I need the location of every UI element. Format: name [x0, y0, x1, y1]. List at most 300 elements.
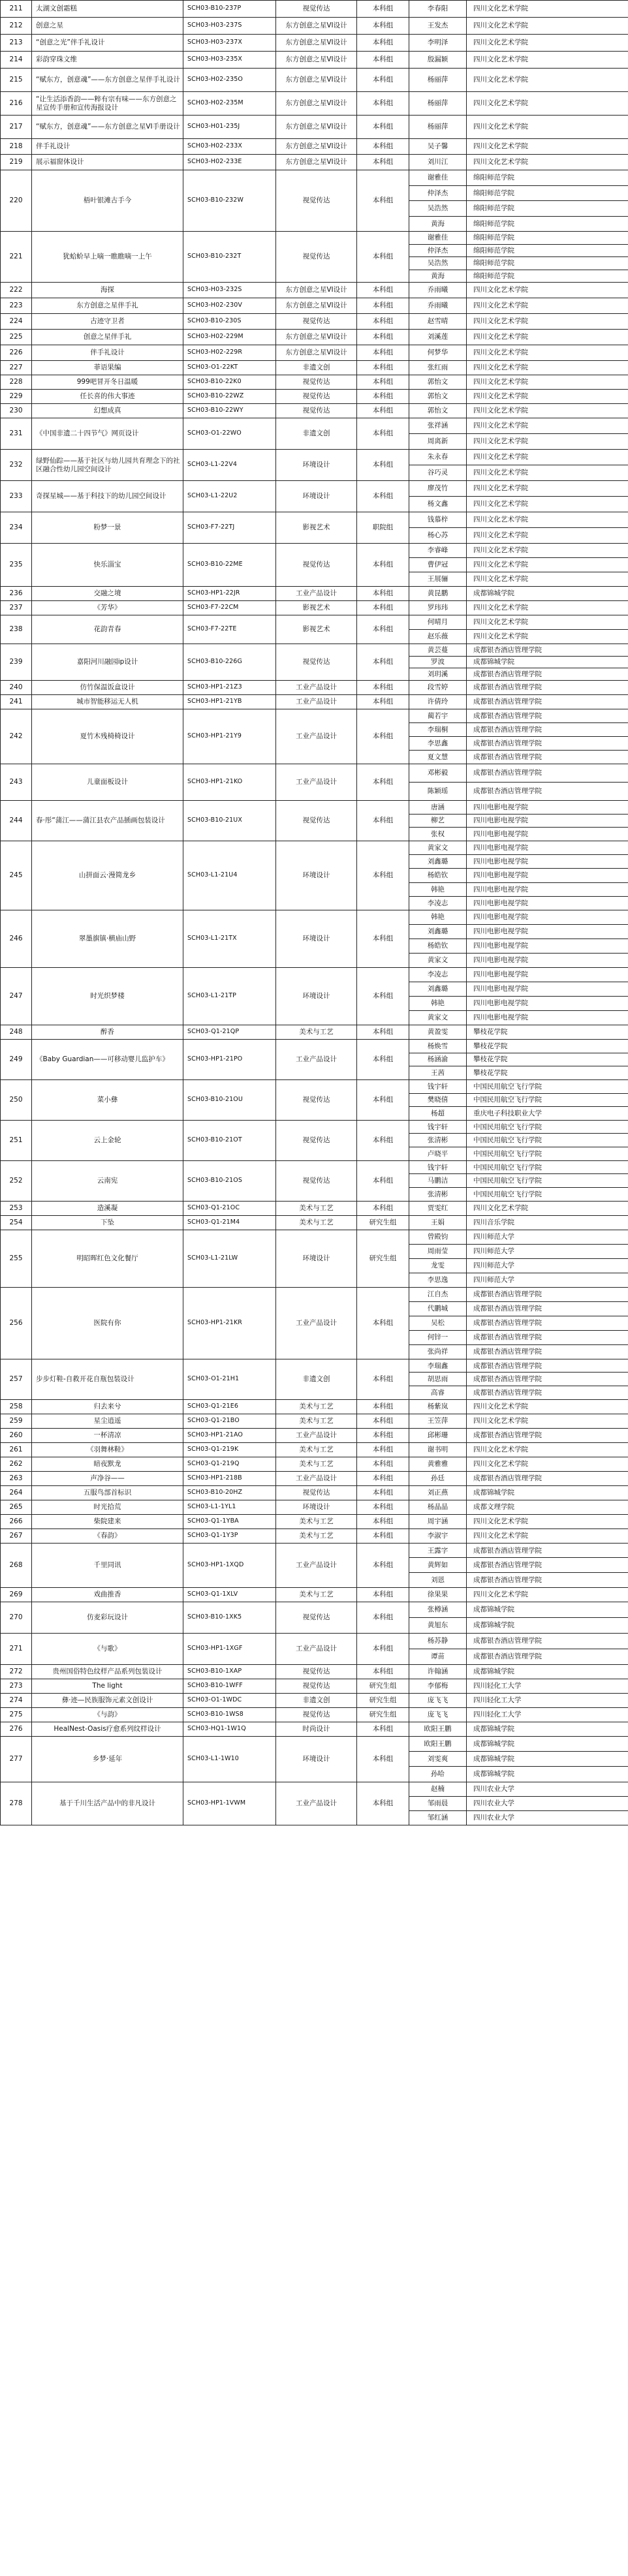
work-category: 美术与工艺 — [276, 1457, 357, 1471]
table-row — [1, 1039, 628, 1053]
member-name: 王娟 — [409, 1215, 467, 1230]
work-code: SCH03-O1-1WDC — [183, 1693, 276, 1707]
school-name: 绵阳师范学院 — [467, 232, 628, 245]
school-name: 成都银杏酒店管理学院 — [467, 1649, 628, 1664]
member-name: 李凌志 — [409, 896, 467, 910]
work-category: 工业产品设计 — [276, 1782, 357, 1825]
entry-number: 246 — [1, 910, 32, 967]
school-name: 成都银杏酒店管理学院 — [467, 1301, 628, 1316]
group-level: 本科组 — [357, 35, 409, 52]
member-name: 钱宇轩 — [409, 1079, 467, 1093]
member-name: 孙廷 — [409, 1471, 467, 1485]
group-level: 本科组 — [357, 139, 409, 155]
school-name: 四川文化艺术学院 — [467, 345, 628, 361]
work-title: 伴手礼设计 — [32, 139, 183, 155]
work-title: 春·彤“蒲江——蒲江县农产品插画包装设计 — [32, 800, 183, 841]
table-row — [1, 390, 628, 404]
table-row — [1, 680, 628, 694]
member-name: 杨文鑫 — [409, 497, 467, 512]
work-title: “创意之光”伴手礼设计 — [32, 35, 183, 52]
entry-number: 240 — [1, 680, 32, 694]
table-row — [1, 1707, 628, 1722]
work-code: SCH03-B10-1WFF — [183, 1679, 276, 1693]
work-code: SCH03-HP1-21KO — [183, 764, 276, 800]
member-name: 杨苏静 — [409, 1633, 467, 1649]
school-name: 四川轻化工大学 — [467, 1679, 628, 1693]
member-name: 刘雯爽 — [409, 1752, 467, 1767]
entry-number: 267 — [1, 1529, 32, 1543]
work-category: 非遗文创 — [276, 361, 357, 375]
entry-number: 238 — [1, 615, 32, 644]
work-category: 东方创意之星VI设计 — [276, 18, 357, 35]
entry-number: 235 — [1, 544, 32, 587]
member-name: 龙雯 — [409, 1258, 467, 1273]
member-name: 樊晓僖 — [409, 1093, 467, 1107]
work-code: SCH03-B10-21OU — [183, 1079, 276, 1120]
table-row — [1, 1679, 628, 1693]
entry-number: 228 — [1, 375, 32, 390]
member-name: 胡思雨 — [409, 1373, 467, 1386]
member-name: 曹伊冠 — [409, 558, 467, 572]
work-title: 儿童面板设计 — [32, 764, 183, 800]
group-level: 本科组 — [357, 1079, 409, 1120]
group-level: 本科组 — [357, 481, 409, 512]
school-name: 四川电影电视学院 — [467, 924, 628, 939]
work-category: 视觉传达 — [276, 1485, 357, 1500]
work-code: SCH03-L1-21TP — [183, 967, 276, 1025]
table-row — [1, 283, 628, 298]
school-name: 四川文化艺术学院 — [467, 404, 628, 418]
entry-number: 242 — [1, 709, 32, 764]
table-row — [1, 314, 628, 330]
work-code: SCH03-HP1-1VWM — [183, 1782, 276, 1825]
work-code: SCH03-B10-232W — [183, 170, 276, 232]
work-title: 绿野仙踪——基于社区与幼儿园共育理念下的社区融合性幼儿园空间设计 — [32, 450, 183, 481]
work-code: SCH03-B10-232T — [183, 232, 276, 283]
group-level: 本科组 — [357, 1399, 409, 1414]
work-category: 视觉传达 — [276, 644, 357, 681]
table-row — [1, 92, 628, 116]
table-row — [1, 1782, 628, 1796]
member-name: 张清彬 — [409, 1188, 467, 1202]
member-name: 刘川江 — [409, 155, 467, 170]
work-code: SCH03-L1-1W10 — [183, 1736, 276, 1782]
member-name: 庞飞飞 — [409, 1693, 467, 1707]
entry-number: 226 — [1, 345, 32, 361]
entry-number: 232 — [1, 450, 32, 481]
group-level: 本科组 — [357, 390, 409, 404]
work-code: SCH03-Q1-21OC — [183, 1201, 276, 1215]
work-category: 工业产品设计 — [276, 1039, 357, 1079]
member-name: 乔雨曦 — [409, 283, 467, 298]
entry-number: 264 — [1, 1485, 32, 1500]
group-level: 本科组 — [357, 709, 409, 764]
work-title: 贵州国俗特色纹样产品系列包装设计 — [32, 1664, 183, 1679]
work-category: 视觉传达 — [276, 1679, 357, 1693]
work-title: 菲语果编 — [32, 361, 183, 375]
table-row — [1, 1543, 628, 1558]
member-name: 徐果果 — [409, 1587, 467, 1602]
member-name: 唐涵 — [409, 800, 467, 814]
group-level: 本科组 — [357, 1514, 409, 1529]
work-category: 美术与工艺 — [276, 1201, 357, 1215]
work-category: 美术与工艺 — [276, 1587, 357, 1602]
work-code: SCH03-HQ1-1W1Q — [183, 1722, 276, 1736]
work-title: 下坠 — [32, 1215, 183, 1230]
member-name: 何梦华 — [409, 345, 467, 361]
table-row — [1, 1442, 628, 1457]
group-level: 研究生组 — [357, 1693, 409, 1707]
work-title: 梧叶银滩古手今 — [32, 170, 183, 232]
work-code: SCH03-B10-1XK5 — [183, 1602, 276, 1633]
member-name: 王发杰 — [409, 18, 467, 35]
work-title: 太湖文创霜糕 — [32, 1, 183, 18]
table-row — [1, 1201, 628, 1215]
work-category: 视觉传达 — [276, 1707, 357, 1722]
work-code: SCH03-HP1-21AO — [183, 1428, 276, 1442]
work-code: SCH03-O1-22KT — [183, 361, 276, 375]
member-name: 殷漏颖 — [409, 52, 467, 69]
work-title: 夏竹木残椅椅设计 — [32, 709, 183, 764]
group-level: 本科组 — [357, 1543, 409, 1587]
school-name: 中国民用航空飞行学院 — [467, 1120, 628, 1134]
table-row — [1, 709, 628, 722]
school-name: 成都银杏酒店管理学院 — [467, 750, 628, 764]
school-name: 四川农业大学 — [467, 1796, 628, 1810]
entry-number: 245 — [1, 841, 32, 910]
member-name: 周离新 — [409, 434, 467, 450]
group-level: 研究生组 — [357, 1707, 409, 1722]
work-code: SCH03-B10-230S — [183, 314, 276, 330]
work-code: SCH03-B10-1WS8 — [183, 1707, 276, 1722]
school-name: 四川电影电视学院 — [467, 828, 628, 841]
group-level: 本科组 — [357, 18, 409, 35]
member-name: 吴松 — [409, 1316, 467, 1330]
work-category: 环境设计 — [276, 1230, 357, 1287]
entry-number: 234 — [1, 512, 32, 544]
school-name: 四川电影电视学院 — [467, 1010, 628, 1025]
work-title: 城市智能移运无人机 — [32, 694, 183, 709]
work-title: 千里同讯 — [32, 1543, 183, 1587]
table-row — [1, 155, 628, 170]
group-level: 研究生组 — [357, 1679, 409, 1693]
group-level: 本科组 — [357, 170, 409, 232]
table-row — [1, 1287, 628, 1301]
work-category: 工业产品设计 — [276, 1428, 357, 1442]
member-name: 杨涵渝 — [409, 1053, 467, 1066]
table-row — [1, 375, 628, 390]
school-name: 成都锦城学院 — [467, 1752, 628, 1767]
school-name: 绵阳师范学院 — [467, 270, 628, 283]
entry-number: 276 — [1, 1722, 32, 1736]
school-name: 四川文化艺术学院 — [467, 375, 628, 390]
work-category: 环境设计 — [276, 841, 357, 910]
member-name: 赵雪晴 — [409, 314, 467, 330]
group-level: 本科组 — [357, 1428, 409, 1442]
school-name: 四川师范大学 — [467, 1230, 628, 1244]
work-code: SCH03-HP1-21KR — [183, 1287, 276, 1359]
school-name: 四川电影电视学院 — [467, 939, 628, 953]
group-level: 本科组 — [357, 764, 409, 800]
group-level: 本科组 — [357, 330, 409, 345]
member-name: 杨晶晶 — [409, 1500, 467, 1514]
member-name: 刘鑫璐 — [409, 855, 467, 869]
school-name: 四川文化艺术学院 — [467, 1529, 628, 1543]
work-title: 幻想成真 — [32, 404, 183, 418]
table-row — [1, 18, 628, 35]
work-title: 基于千川生活产品中的非凡设计 — [32, 1782, 183, 1825]
member-name: 杨焕雪 — [409, 1039, 467, 1053]
group-level: 研究生组 — [357, 1215, 409, 1230]
work-title: The light — [32, 1679, 183, 1693]
member-name: 李瑞桐 — [409, 722, 467, 736]
member-name: 韩艳 — [409, 882, 467, 896]
table-row — [1, 69, 628, 92]
work-code: SCH03-Q1-1XLV — [183, 1587, 276, 1602]
work-category: 东方创意之星VI设计 — [276, 155, 357, 170]
work-title: 彩韵穿珠文维 — [32, 52, 183, 69]
member-name: 郭怡文 — [409, 390, 467, 404]
work-title: 999吧冒开冬日温暖 — [32, 375, 183, 390]
school-name: 成都银杏酒店管理学院 — [467, 1386, 628, 1400]
table-row — [1, 512, 628, 528]
entry-number: 269 — [1, 1587, 32, 1602]
group-level: 本科组 — [357, 283, 409, 298]
member-name: 杨丽萍 — [409, 69, 467, 92]
entry-number: 218 — [1, 139, 32, 155]
work-code: SCH03-H01-235J — [183, 116, 276, 139]
work-code: SCH03-L1-22U2 — [183, 481, 276, 512]
school-name: 成都银杏酒店管理学院 — [467, 1344, 628, 1359]
group-level: 本科组 — [357, 1529, 409, 1543]
table-row — [1, 1215, 628, 1230]
entry-number: 227 — [1, 361, 32, 375]
table-row — [1, 1587, 628, 1602]
work-category: 美术与工艺 — [276, 1414, 357, 1428]
school-name: 四川音乐学院 — [467, 1215, 628, 1230]
work-code: SCH03-B10-21OT — [183, 1120, 276, 1160]
table-row — [1, 418, 628, 434]
work-code: SCH03-B10-22WY — [183, 404, 276, 418]
work-code: SCH03-Q1-21QP — [183, 1025, 276, 1039]
work-title: 暗夜默龙 — [32, 1457, 183, 1471]
entry-number: 263 — [1, 1471, 32, 1485]
work-title: 医院有你 — [32, 1287, 183, 1359]
school-name: 四川文化艺术学院 — [467, 1587, 628, 1602]
group-level: 本科组 — [357, 298, 409, 314]
work-code: SCH03-H02-233E — [183, 155, 276, 170]
work-title: 《与歌》 — [32, 1633, 183, 1664]
table-row — [1, 910, 628, 924]
work-code: SCH03-F7-22TE — [183, 615, 276, 644]
school-name: 绵阳师范学院 — [467, 244, 628, 257]
table-row — [1, 615, 628, 630]
member-name: 柳艺 — [409, 814, 467, 828]
work-category: 美术与工艺 — [276, 1215, 357, 1230]
work-code: SCH03-H02-230V — [183, 298, 276, 314]
member-name: 邹雨晨 — [409, 1796, 467, 1810]
work-category: 环境设计 — [276, 1736, 357, 1782]
school-name: 四川文化艺术学院 — [467, 1201, 628, 1215]
group-level: 本科组 — [357, 1201, 409, 1215]
group-level: 本科组 — [357, 1471, 409, 1485]
entry-number: 255 — [1, 1230, 32, 1287]
school-name: 四川电影电视学院 — [467, 855, 628, 869]
table-row — [1, 1529, 628, 1543]
school-name: 中国民用航空飞行学院 — [467, 1174, 628, 1188]
work-code: SCH03-HP1-1XQD — [183, 1543, 276, 1587]
work-category: 美术与工艺 — [276, 1514, 357, 1529]
school-name: 四川电影电视学院 — [467, 910, 628, 924]
work-category: 视觉传达 — [276, 1, 357, 18]
school-name: 成都银杏酒店管理学院 — [467, 782, 628, 800]
work-code: SCH03-B10-237P — [183, 1, 276, 18]
group-level: 本科组 — [357, 69, 409, 92]
member-name: 杨丽萍 — [409, 116, 467, 139]
work-category: 工业产品设计 — [276, 764, 357, 800]
work-title: 声净谷—— — [32, 1471, 183, 1485]
work-category: 环境设计 — [276, 910, 357, 967]
school-name: 四川文化艺术学院 — [467, 1457, 628, 1471]
entry-number: 278 — [1, 1782, 32, 1825]
work-title: 柴院建来 — [32, 1514, 183, 1529]
entry-number: 224 — [1, 314, 32, 330]
entry-number: 257 — [1, 1359, 32, 1399]
member-name: 何晴月 — [409, 615, 467, 630]
table-row — [1, 1457, 628, 1471]
member-name: 刘鑫璐 — [409, 924, 467, 939]
member-name: 黄盈雯 — [409, 1025, 467, 1039]
group-level: 本科组 — [357, 116, 409, 139]
school-name: 四川文化艺术学院 — [467, 465, 628, 481]
member-name: 马鹏洁 — [409, 1174, 467, 1188]
school-name: 成都银杏酒店管理学院 — [467, 1373, 628, 1386]
work-category: 环境设计 — [276, 967, 357, 1025]
table-row — [1, 1, 628, 18]
school-name: 成都银杏酒店管理学院 — [467, 694, 628, 709]
entry-number: 229 — [1, 390, 32, 404]
member-name: 李瑞鑫 — [409, 1359, 467, 1373]
school-name: 成都银杏酒店管理学院 — [467, 1543, 628, 1558]
work-code: SCH03-Q1-21E6 — [183, 1399, 276, 1414]
work-code: SCH03-HP1-22JR — [183, 587, 276, 601]
member-name: 罗玮玮 — [409, 601, 467, 615]
group-level: 本科组 — [357, 587, 409, 601]
member-name: 谭苗 — [409, 1649, 467, 1664]
entry-number: 271 — [1, 1633, 32, 1664]
member-name: 蔺若宇 — [409, 709, 467, 722]
entry-number: 230 — [1, 404, 32, 418]
entry-number: 251 — [1, 1120, 32, 1160]
table-row — [1, 232, 628, 245]
work-category: 影视艺术 — [276, 601, 357, 615]
member-name: 江自杰 — [409, 1287, 467, 1301]
work-category: 东方创意之星VI设计 — [276, 52, 357, 69]
school-name: 成都银杏酒店管理学院 — [467, 1558, 628, 1573]
member-name: 李凌志 — [409, 967, 467, 982]
work-category: 东方创意之星VI设计 — [276, 116, 357, 139]
work-category: 视觉传达 — [276, 1664, 357, 1679]
school-name: 四川轻化工大学 — [467, 1707, 628, 1722]
work-category: 东方创意之星VI设计 — [276, 345, 357, 361]
school-name: 四川文化艺术学院 — [467, 298, 628, 314]
table-row — [1, 800, 628, 814]
member-name: 李明泽 — [409, 35, 467, 52]
school-name: 成都锦城学院 — [467, 1664, 628, 1679]
table-row — [1, 1736, 628, 1751]
work-title: 时光织梦楼 — [32, 967, 183, 1025]
work-category: 视觉传达 — [276, 1120, 357, 1160]
work-title: 云上金轮 — [32, 1120, 183, 1160]
work-category: 视觉传达 — [276, 375, 357, 390]
work-category: 工业产品设计 — [276, 1471, 357, 1485]
member-name: 黄辉如 — [409, 1558, 467, 1573]
school-name: 四川文化艺术学院 — [467, 630, 628, 644]
school-name: 四川电影电视学院 — [467, 869, 628, 882]
school-name: 四川师范大学 — [467, 1244, 628, 1258]
school-name: 四川文化艺术学院 — [467, 390, 628, 404]
member-name: 刘鑫璐 — [409, 982, 467, 996]
work-title: 造溪凝 — [32, 1201, 183, 1215]
group-level: 本科组 — [357, 1587, 409, 1602]
work-title: 粉梦一景 — [32, 512, 183, 544]
work-category: 东方创意之星VI设计 — [276, 69, 357, 92]
work-category: 视觉传达 — [276, 390, 357, 404]
entry-number: 220 — [1, 170, 32, 232]
member-name: 庞飞飞 — [409, 1707, 467, 1722]
member-name: 李淑宇 — [409, 1529, 467, 1543]
work-code: SCH03-H02-235M — [183, 92, 276, 116]
work-category: 影视艺术 — [276, 512, 357, 544]
work-code: SCH03-Q1-21BO — [183, 1414, 276, 1428]
school-name: 成都银杏酒店管理学院 — [467, 1330, 628, 1344]
work-title: 醉香 — [32, 1025, 183, 1039]
work-title: 犹蛤蚧早上嘀一瞧瞧嘀一上午 — [32, 232, 183, 283]
work-title: 创意之星伴手礼 — [32, 330, 183, 345]
entry-number: 223 — [1, 298, 32, 314]
school-name: 绵阳师范学院 — [467, 170, 628, 186]
group-level: 本科组 — [357, 1664, 409, 1679]
entry-number: 221 — [1, 232, 32, 283]
entry-number: 222 — [1, 283, 32, 298]
work-category: 非遗文创 — [276, 1359, 357, 1399]
member-name: 钱宇轩 — [409, 1160, 467, 1174]
work-code: SCH03-Q1-219K — [183, 1442, 276, 1457]
school-name: 四川文化艺术学院 — [467, 418, 628, 434]
table-row — [1, 330, 628, 345]
work-category: 东方创意之星VI设计 — [276, 298, 357, 314]
entry-number: 266 — [1, 1514, 32, 1529]
school-name: 中国民用航空飞行学院 — [467, 1093, 628, 1107]
school-name: 成都银杏酒店管理学院 — [467, 1573, 628, 1588]
work-category: 环境设计 — [276, 1500, 357, 1514]
table-row — [1, 1664, 628, 1679]
member-name: 曾殿钧 — [409, 1230, 467, 1244]
work-category: 东方创意之星VI设计 — [276, 330, 357, 345]
entry-number: 253 — [1, 1201, 32, 1215]
table-row — [1, 481, 628, 497]
group-level: 本科组 — [357, 1500, 409, 1514]
school-name: 四川文化艺术学院 — [467, 512, 628, 528]
school-name: 成都银杏酒店管理学院 — [467, 1633, 628, 1649]
member-name: 周雨莹 — [409, 1244, 467, 1258]
member-name: 仲泽杰 — [409, 244, 467, 257]
school-name: 绵阳师范学院 — [467, 257, 628, 270]
table-row — [1, 404, 628, 418]
group-level: 本科组 — [357, 910, 409, 967]
work-category: 东方创意之星VI设计 — [276, 139, 357, 155]
work-title: 《春韵》 — [32, 1529, 183, 1543]
